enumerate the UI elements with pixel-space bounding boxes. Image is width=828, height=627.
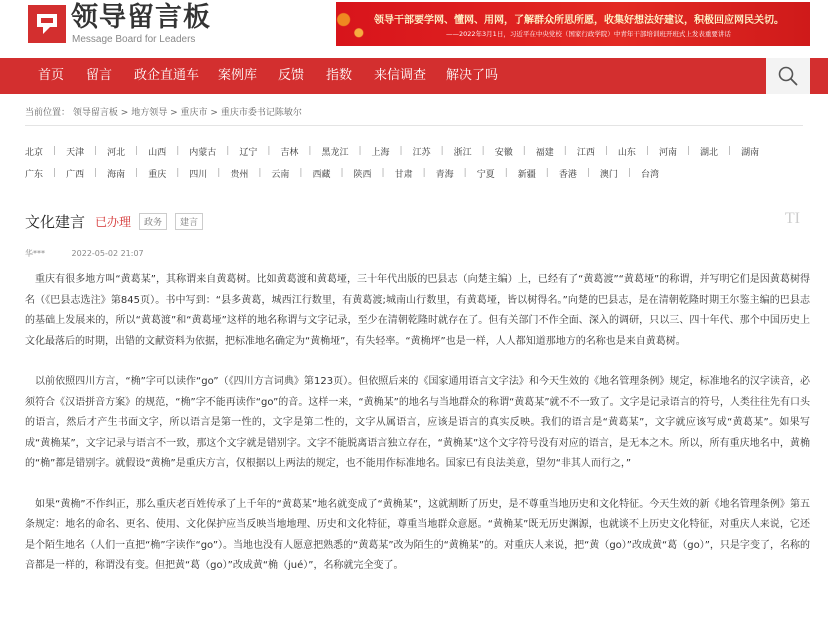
region-separator: | — [381, 168, 385, 178]
nav-item-enterprise[interactable]: 政企直通车 — [134, 68, 200, 83]
region-link[interactable]: 福建 — [535, 147, 554, 158]
region-link[interactable]: 江西 — [576, 147, 595, 158]
post-paragraph: 如果“黄桷”不作纠正，那么重庆老百姓传承了上千年的“黄葛某”地名就变成了“黄桷某”，这就割断了历史，是不尊重当地历史和文化特征。今天生效的新《地名管理条例》第五条规定：地名的命名、更名、使用、文化保护应当反映当地地理、历史和文化特征，尊重当地群众意愿。“黄桷某”既无历史渊源，也就谈不上历史文化特征，对重庆人来说，它还是个陌生地名（人们一直把“桷”字读作“go”）。当地也没有人愿意把熟悉的“黄葛某”改为陌生的“黄桷某”的。对重庆人来说，把“黄（go）”改成黄“葛（go）”，只是字变了，名称的音都是一样的，称谓没有变。但把黄“葛（go）”改成黄“桷（jué）”，名称就完全变了。 — [25, 498, 810, 571]
region-separator: | — [440, 146, 444, 156]
region-link[interactable]: 黑龙江 — [321, 147, 349, 158]
post-tag-domain: 政务 — [139, 213, 167, 230]
breadcrumb — [25, 105, 302, 118]
region-link[interactable]: 北京 — [25, 147, 44, 158]
region-separator: | — [340, 168, 344, 178]
region-separator: | — [267, 146, 271, 156]
site-logo-text[interactable]: 领导留言板 — [71, 2, 211, 33]
region-separator: | — [53, 146, 57, 156]
region-link[interactable]: 青海 — [435, 169, 454, 180]
region-link[interactable]: 贵州 — [230, 169, 249, 180]
region-separator: | — [94, 168, 98, 178]
post-content — [25, 270, 810, 577]
region-list — [25, 140, 815, 184]
region-link[interactable]: 重庆 — [148, 169, 167, 180]
region-separator: | — [176, 146, 180, 156]
site-logo-subtitle: Message Board for Leaders — [72, 34, 196, 45]
nav-item-cases[interactable]: 案例库 — [218, 68, 258, 83]
region-separator: | — [299, 168, 303, 178]
region-separator: | — [463, 168, 467, 178]
breadcrumb-item[interactable]: 地方领导 — [131, 108, 168, 118]
breadcrumb-separator: > — [170, 108, 178, 118]
post-header — [25, 210, 203, 232]
header-banner — [336, 2, 810, 46]
region-link[interactable]: 安徽 — [494, 147, 513, 158]
region-link[interactable]: 西藏 — [312, 169, 331, 180]
region-separator: | — [135, 146, 139, 156]
region-separator: | — [258, 168, 262, 178]
region-link[interactable]: 陕西 — [353, 169, 372, 180]
nav-item-message[interactable]: 留言 — [86, 68, 113, 83]
region-row — [25, 162, 815, 184]
post-title: 文化建言 — [25, 212, 86, 231]
region-separator: | — [686, 146, 690, 156]
site-logo-icon[interactable] — [28, 5, 66, 43]
region-separator: | — [645, 146, 649, 156]
site-header — [0, 0, 828, 58]
region-separator: | — [53, 168, 57, 178]
region-separator: | — [728, 146, 732, 156]
post-paragraph: 以前依照四川方言，“桷”字可以读作“go”（《四川方言词典》第123页）。但依照后来的《国家通用语言文字法》和今天生效的《地名管理条例》规定，标准地名的汉字读音，必须符合《汉语拼音方案》的规范，“桷”字不能再读作“go”的音。这样一来，“黄桷某”的地名与当地群众的称谓“黄葛某”就不不一致了。文字是记录语言的符号，人类往往先有口头的语言，然后才产生书面文字，所以语言是第一性的，文字是第二性的，文字从属语言，应该是语言的真实反映。我们的语言是“黄葛某”，文字就应该写成“黄葛某”。如果写成“黄桷某”，文字记录与语言不一致，那这个文字就是错别字。文字不能脱离语言独立存在，“黄桷某”这个文字符号没有对应的语言，是无本之木。所以，所有重庆地名中，黄桷的“桷”都是错别字。就假设“黄桷”是重庆方言，仅根据以上两法的规定，也不能用作标准地名。国家已有良法美意，望勿“非其人而行之，” — [25, 376, 810, 469]
region-separator: | — [308, 146, 312, 156]
region-separator: | — [358, 146, 362, 156]
region-separator: | — [504, 168, 508, 178]
region-link[interactable]: 宁夏 — [476, 169, 495, 180]
region-link[interactable]: 吉林 — [280, 147, 299, 158]
post-date: 2022-05-02 21:07 — [71, 249, 144, 258]
region-row — [25, 140, 815, 162]
divider — [25, 125, 803, 126]
region-link[interactable]: 浙江 — [453, 147, 472, 158]
breadcrumb-separator: > — [120, 108, 129, 118]
region-link[interactable]: 山西 — [148, 147, 167, 158]
region-separator: | — [627, 168, 631, 178]
nav-item-index[interactable]: 指数 — [326, 68, 353, 83]
banner-attribution: ——2022年3月1日，习近平在中央党校（国家行政学院）中青年干部培训班开班式上发表重要讲话 — [446, 30, 731, 38]
region-separator: | — [586, 168, 590, 178]
post-paragraph: 重庆有很多地方叫“黄葛某”，其称谓来自黄葛树。比如黄葛渡和黄葛垭，三十年代出版的巴县志（向楚主编）上，已经有了“黄葛渡”“黄葛垭”的称谓，并写明它们是因黄葛树得名（《巴县志选注》第845页）。书中写到：“县多黄葛，城西江行数里，有黄葛渡;城南山行数里，有黄葛垭，皆以树得名。”向楚的巴县志，是在清朝乾隆时期王尔鉴主编的巴县志的基础上发展来的，所以“黄葛渡”和“黄葛垭”这样的地名称谓与文字记录，至少在清朝乾隆时就存在了。但有关部门不作全面、深入的调研，只以三、四十年代、那个中国历史上文化最落后的时期，出错的文献资料为依据，把标准地名确定为“黄桷垭”，有失轻率。“黄桷坪”也是一样，人人都知道那地方的名称也是来自黄葛树。 — [25, 274, 810, 347]
region-link[interactable]: 山东 — [617, 147, 636, 158]
breadcrumb-item[interactable]: 领导留言板 — [72, 108, 118, 118]
region-link[interactable]: 上海 — [371, 147, 390, 158]
region-separator: | — [604, 146, 608, 156]
region-separator: | — [399, 146, 403, 156]
region-link[interactable]: 四川 — [189, 169, 208, 180]
region-separator: | — [522, 146, 526, 156]
region-link[interactable]: 澳门 — [599, 169, 618, 180]
region-link[interactable]: 湖南 — [741, 147, 760, 158]
nav-item-solved[interactable]: 解决了吗 — [446, 68, 499, 83]
nav-item-feedback[interactable]: 反馈 — [278, 68, 305, 83]
region-link[interactable]: 广西 — [66, 169, 85, 180]
region-link[interactable]: 河北 — [107, 147, 126, 158]
region-separator: | — [176, 168, 180, 178]
main-nav — [0, 58, 828, 94]
region-link[interactable]: 新疆 — [517, 169, 536, 180]
region-link[interactable]: 天津 — [66, 147, 85, 158]
search-button[interactable] — [766, 58, 810, 94]
region-link[interactable]: 湖北 — [700, 147, 719, 158]
region-link[interactable]: 云南 — [271, 169, 290, 180]
region-link[interactable]: 内蒙古 — [189, 147, 217, 158]
banner-decoration-icon — [336, 2, 374, 46]
status-badge: 已办理 — [95, 214, 132, 229]
region-link[interactable]: 辽宁 — [239, 147, 258, 158]
region-separator: | — [135, 168, 139, 178]
font-size-toggle[interactable]: TI — [784, 210, 800, 227]
post-meta — [25, 248, 144, 259]
region-link[interactable]: 江苏 — [412, 147, 431, 158]
region-separator: | — [545, 168, 549, 178]
region-separator: | — [94, 146, 98, 156]
region-separator: | — [217, 168, 221, 178]
nav-item-home[interactable]: 首页 — [38, 68, 65, 83]
breadcrumb-prefix: 当前位置： — [25, 108, 71, 118]
region-link[interactable]: 台湾 — [640, 169, 659, 180]
breadcrumb-separator: > — [210, 108, 218, 118]
region-separator: | — [422, 168, 426, 178]
banner-quote: 领导干部要学网、懂网、用网，了解群众所思所愿，收集好想法好建议，积极回应网民关切。 — [374, 15, 784, 26]
region-separator: | — [226, 146, 230, 156]
region-separator: | — [563, 146, 567, 156]
breadcrumb-item[interactable]: 重庆市委书记陈敏尔 — [220, 108, 302, 118]
search-icon — [777, 66, 799, 86]
region-link[interactable]: 河南 — [658, 147, 677, 158]
breadcrumb-item[interactable]: 重庆市 — [180, 108, 208, 118]
nav-item-survey[interactable]: 来信调查 — [374, 68, 427, 83]
region-link[interactable]: 甘肃 — [394, 169, 413, 180]
region-link[interactable]: 香港 — [558, 169, 577, 180]
region-link[interactable]: 海南 — [107, 169, 126, 180]
post-author: 华*** — [25, 249, 45, 258]
post-tag-type: 建言 — [175, 213, 203, 230]
region-link[interactable]: 广东 — [25, 169, 44, 180]
region-separator: | — [481, 146, 485, 156]
